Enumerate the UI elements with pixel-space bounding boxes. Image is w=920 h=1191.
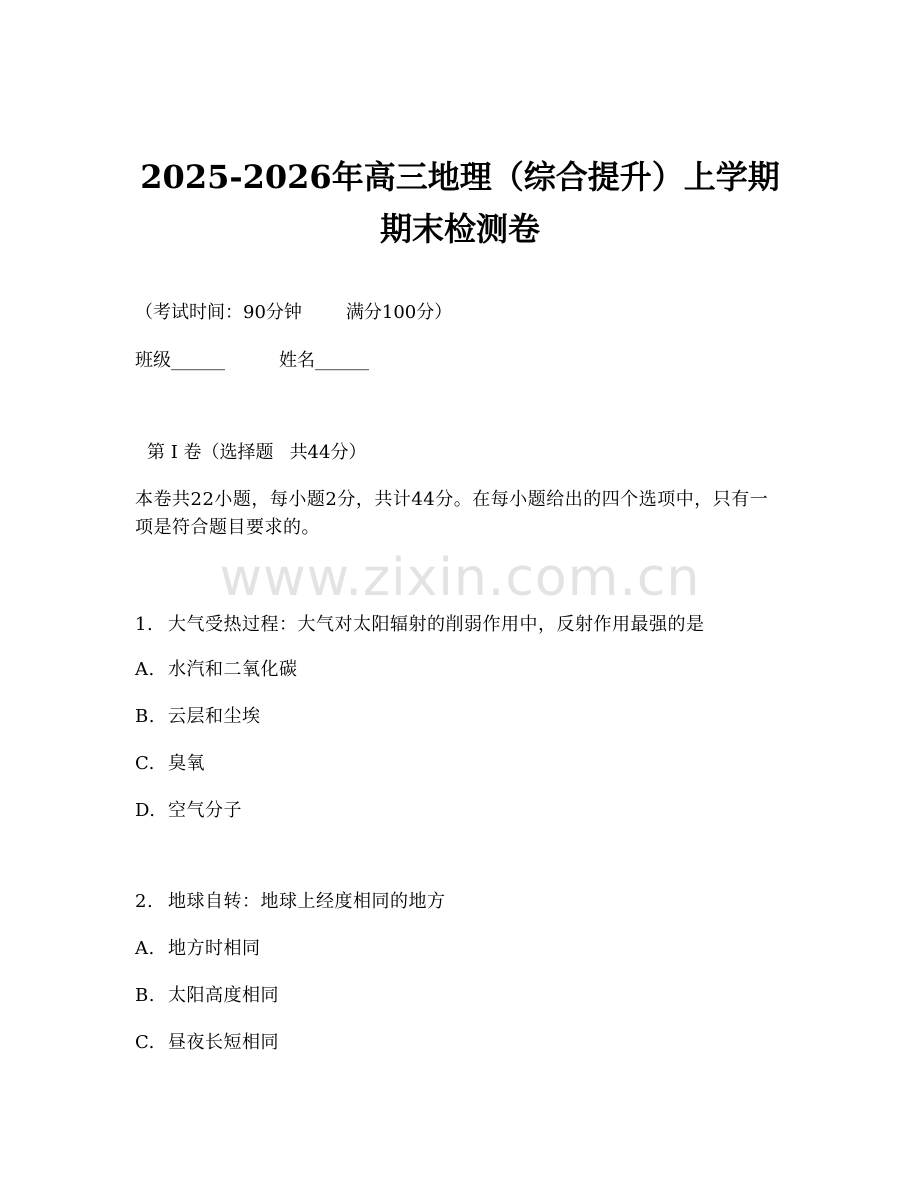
exam-title-line-2: 期末检测卷	[379, 210, 540, 248]
question-2-option-a	[135, 935, 261, 963]
section-total: 共44分）	[289, 442, 367, 463]
exam-info	[135, 299, 452, 327]
question-text: 地球自转：地球上经度相同的地方	[168, 891, 446, 912]
option-text: 地方时相同	[168, 938, 261, 959]
exam-full-score: 满分100分）	[345, 302, 453, 323]
option-text: 臭氧	[168, 753, 205, 774]
question-number: 2.	[135, 891, 154, 912]
option-text: 空气分子	[168, 800, 242, 821]
question-2	[135, 888, 446, 916]
option-text: 太阳高度相同	[168, 985, 279, 1006]
question-1-option-d	[135, 797, 242, 825]
question-number: 1.	[135, 614, 154, 635]
question-2-option-c	[135, 1029, 279, 1057]
question-1	[135, 611, 705, 639]
option-label: D.	[135, 800, 156, 821]
option-label: B.	[135, 706, 155, 727]
question-1-option-b	[135, 703, 261, 731]
exam-title-line-1: 2025-2026年高三地理（综合提升）上学期	[140, 158, 780, 196]
class-field: 班级______	[135, 350, 225, 371]
watermark: www.zixin.com.cn	[219, 548, 701, 608]
option-text: 水汽和二氧化碳	[168, 659, 298, 680]
option-label: A.	[135, 938, 155, 959]
option-label: B.	[135, 985, 155, 1006]
instructions: 本卷共22小题，每小题2分，共计44分。在每小题给出的四个选项中，只有一项是符合题目要求的。	[135, 489, 769, 538]
section-part: 第 I 卷（选择题	[147, 442, 274, 463]
exam-time: （考试时间：90分钟	[135, 302, 302, 323]
name-field: 姓名______	[279, 350, 369, 371]
question-1-option-a	[135, 656, 298, 684]
option-label: C.	[135, 753, 155, 774]
question-2-option-b	[135, 982, 279, 1010]
option-text: 昼夜长短相同	[168, 1032, 279, 1053]
question-text: 大气受热过程：大气对太阳辐射的削弱作用中，反射作用最强的是	[168, 614, 705, 635]
question-1-option-c	[135, 750, 205, 778]
option-label: A.	[135, 659, 155, 680]
section-heading	[147, 439, 366, 467]
student-fields	[135, 347, 369, 375]
option-text: 云层和尘埃	[168, 706, 261, 727]
option-label: C.	[135, 1032, 155, 1053]
